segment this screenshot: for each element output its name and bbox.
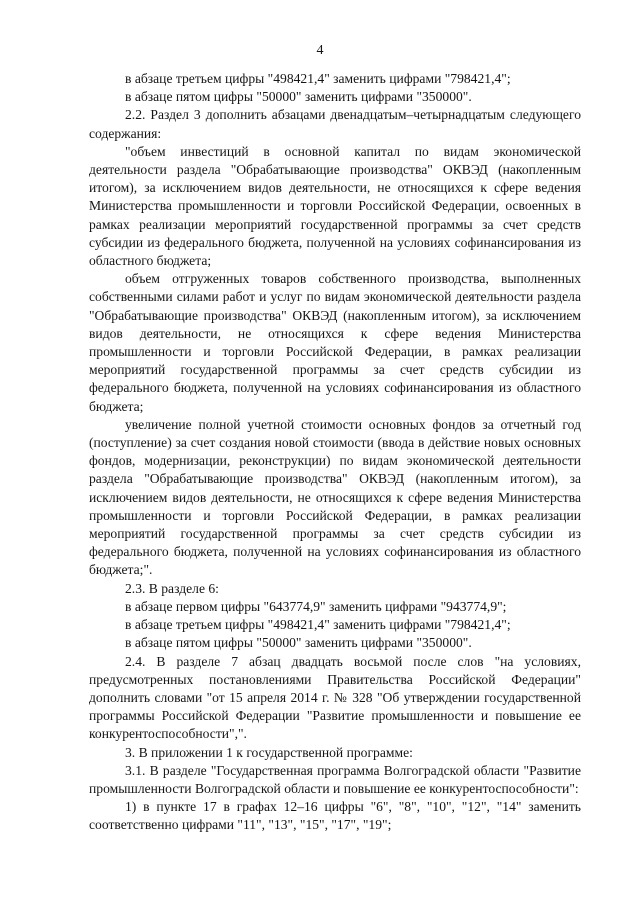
paragraph: 3.1. В разделе "Государственная программа Волгоградской области "Развитие промышленности Волгоградской области и повышение ее конкурентоспособности": — [89, 762, 581, 796]
paragraph: 3. В приложении 1 к государственной программе: — [125, 744, 413, 760]
paragraph: 2.4. В разделе 7 абзац двадцать восьмой после слов "на условиях, предусмотренных постановлениями Правительства Российской Федерации" дополнить словами "от 15 апреля 2014 г. № 328 "Об утверждении государственной программы Российской Федерации "Развитие промышленности и повышение ее конкурентоспособности",". — [89, 653, 581, 742]
document-body — [89, 70, 581, 835]
page-number: 4 — [316, 43, 324, 58]
paragraph: 2.3. В разделе 6: — [125, 580, 219, 596]
paragraph: "объем инвестиций в основной капитал по видам экономической деятельности раздела "Обрабатывающие производства" ОКВЭД (накопленным итогом), за исключением видов деятельности, не относящихся к сфере ведения Министерства промышленности и торговли Российской Федерации, освоенных в рамках реализации мероприятий государственной программы за счет средств субсидии из федерального бюджета, полученной на условиях софинансирования из областного бюджета; — [89, 143, 581, 269]
paragraph: в абзаце третьем цифры "498421,4" заменить цифрами "798421,4"; — [125, 617, 511, 633]
paragraph: объем отгруженных товаров собственного производства, выполненных собственными силами работ и услуг по видам экономической деятельности раздела "Обрабатывающие производства" ОКВЭД (накопленным итогом), за исключением видов деятельности, не относящихся к сфере ведения Министерства промышленности и торговли Российской Федерации, в рамках реализации мероприятий государственной программы за счет средств субсидии из федерального бюджета, полученной на условиях софинансирования из областного бюджета; — [89, 271, 581, 414]
paragraph: в абзаце пятом цифры "50000" заменить цифрами "350000". — [125, 89, 472, 105]
paragraph: в абзаце пятом цифры "50000" заменить цифрами "350000". — [125, 635, 472, 651]
paragraph: в абзаце первом цифры "643774,9" заменить цифрами "943774,9"; — [125, 598, 507, 614]
paragraph: увеличение полной учетной стоимости основных фондов за отчетный год (поступление) за счет создания новой стоимости (ввода в действие новых основных фондов, модернизации, реконструкции) по видам экономической деятельности раздела "Обрабатывающие производства" ОКВЭД (накопленным итогом), за исключением видов деятельности, не относящихся к сфере ведения Министерства промышленности и торговли Российской Федерации, в рамках реализации мероприятий государственной программы за счет средств субсидии из федерального бюджета, полученной на условиях софинансирования из областного бюджета;". — [89, 416, 581, 578]
paragraph: 1) в пункте 17 в графах 12–16 цифры "6", "8", "10", "12", "14" заменить соответственно цифрами "11", "13", "15", "17", "19"; — [89, 799, 581, 833]
paragraph: в абзаце третьем цифры "498421,4" заменить цифрами "798421,4"; — [125, 71, 511, 86]
paragraph: 2.2. Раздел 3 дополнить абзацами двенадцатым–четырнадцатым следующего содержания: — [89, 107, 581, 141]
